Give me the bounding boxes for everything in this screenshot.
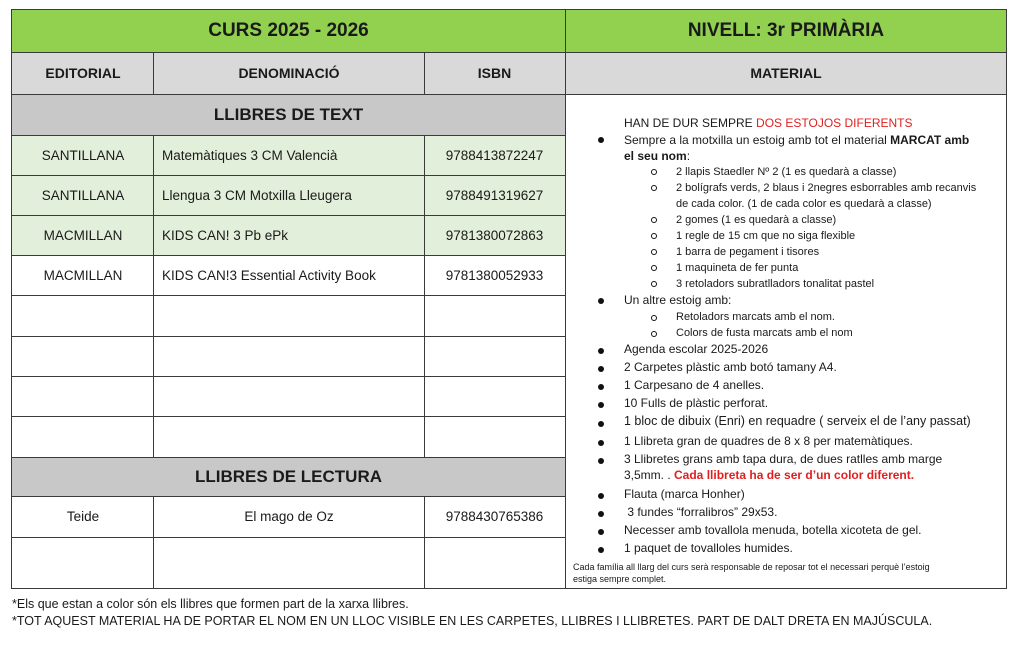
sub-item: Retoladors marcats amb el nom. xyxy=(676,311,835,323)
sub-item: 2 llapis Staedler Nº 2 (1 es quedarà a classe) xyxy=(676,166,897,178)
row3-isbn: 9781380072863 xyxy=(445,227,544,243)
row1-isbn: 9788413872247 xyxy=(445,147,544,163)
material-bullet-1: Sempre a la motxilla un estoig amb tot el material MARCAT amb el seu nom: xyxy=(624,133,970,163)
bullet-dot xyxy=(598,137,604,143)
row3-name: KIDS CAN! 3 Pb ePk xyxy=(162,227,289,243)
list-item: Agenda escolar 2025-2026 xyxy=(624,342,769,356)
material-intro: HAN DE DUR SEMPRE DOS ESTOJOS DIFERENTS xyxy=(624,116,913,130)
list-item: 1 bloc de dibuix (Enri) en requadre ( serveix el de l’any passat) xyxy=(624,414,971,428)
sub-item: 3 retoladors subratlladors tonalitat pastel xyxy=(676,278,875,290)
footnote-1: *Els que estan a color són els llibres que formen part de la xarxa llibres. xyxy=(12,597,409,611)
reading-row1-name: El mago de Oz xyxy=(244,509,334,524)
sub-item: 2 bolígrafs verds, 2 blaus i 2negres esborrables amb recanvis xyxy=(676,182,977,194)
course-header: CURS 2025 - 2026 xyxy=(12,10,565,52)
list-item: 1 paquet de tovalloles humides. xyxy=(624,541,793,555)
material-panel xyxy=(566,95,1006,588)
row1-name: Matemàtiques 3 CM Valencià xyxy=(162,147,338,163)
level-header: NIVELL: 3r PRIMÀRIA xyxy=(566,10,1006,52)
row4-editorial: MACMILLAN xyxy=(43,267,123,283)
list-item: 2 Carpetes plàstic amb botó tamany A4. xyxy=(624,360,837,374)
col-isbn: ISBN xyxy=(424,52,565,94)
list-item: 1 Llibreta gran de quadres de 8 x 8 per matemàtiques. xyxy=(624,434,913,448)
reading-row1-editorial: Teide xyxy=(66,509,100,524)
material-closing: Cada família all llarg del curs serà responsable de reposar tot el necessari perquè l’estoig estiga sempre complet. xyxy=(573,562,930,584)
sub-item: 2 gomes (1 es quedarà a classe) xyxy=(676,214,837,226)
material-bullet-2: Un altre estoig amb: xyxy=(624,293,732,307)
row2-editorial: SANTILLANA xyxy=(41,187,125,203)
sub-item: Colors de fusta marcats amb el nom xyxy=(676,327,853,339)
footnote-2: *TOT AQUEST MATERIAL HA DE PORTAR EL NOM EN UN LLOC VISIBLE EN LES CARPETES, LLIBRES I LLIBRETES. PART DE DALT DRETA EN MAJÚSCULA. xyxy=(12,614,933,628)
row2-isbn: 9788491319627 xyxy=(445,187,544,203)
list-item: 3 fundes “forralibros” 29x53. xyxy=(624,505,778,519)
row4-isbn: 9781380052933 xyxy=(445,267,544,283)
sub-item: 1 barra de pegament i tisores xyxy=(676,246,820,258)
col-denominacio: DENOMINACIÓ xyxy=(154,52,424,94)
section-textbooks: LLIBRES DE TEXT xyxy=(12,94,565,135)
row1-editorial: SANTILLANA xyxy=(41,147,125,163)
row4-name: KIDS CAN!3 Essential Activity Book xyxy=(162,267,376,283)
col-editorial: EDITORIAL xyxy=(12,52,154,94)
list-item: Necesser amb tovallola menuda, botella xicoteta de gel. xyxy=(624,523,922,537)
row2-name: Llengua 3 CM Motxilla Lleugera xyxy=(162,187,352,203)
list-item: 10 Fulls de plàstic perforat. xyxy=(624,396,769,410)
list-item: Flauta (marca Honher) xyxy=(624,487,745,501)
list-item: 1 Carpesano de 4 anelles. xyxy=(624,378,765,392)
reading-row1-isbn: 9788430765386 xyxy=(445,509,544,524)
sub-item: de cada color. (1 de cada color es quedarà a classe) xyxy=(676,198,932,210)
sub-item: 1 maquineta de fer punta xyxy=(676,262,799,274)
col-material: MATERIAL xyxy=(566,52,1006,94)
sub-item: 1 regle de 15 cm que no siga flexible xyxy=(676,230,856,242)
row3-editorial: MACMILLAN xyxy=(43,227,123,243)
list-item: 3 Llibretes grans amb tapa dura, de dues ratlles amb marge 3,5mm. . Cada llibreta ha de ser d’un color diferent. xyxy=(624,452,943,482)
section-reading: LLIBRES DE LECTURA xyxy=(12,457,565,496)
